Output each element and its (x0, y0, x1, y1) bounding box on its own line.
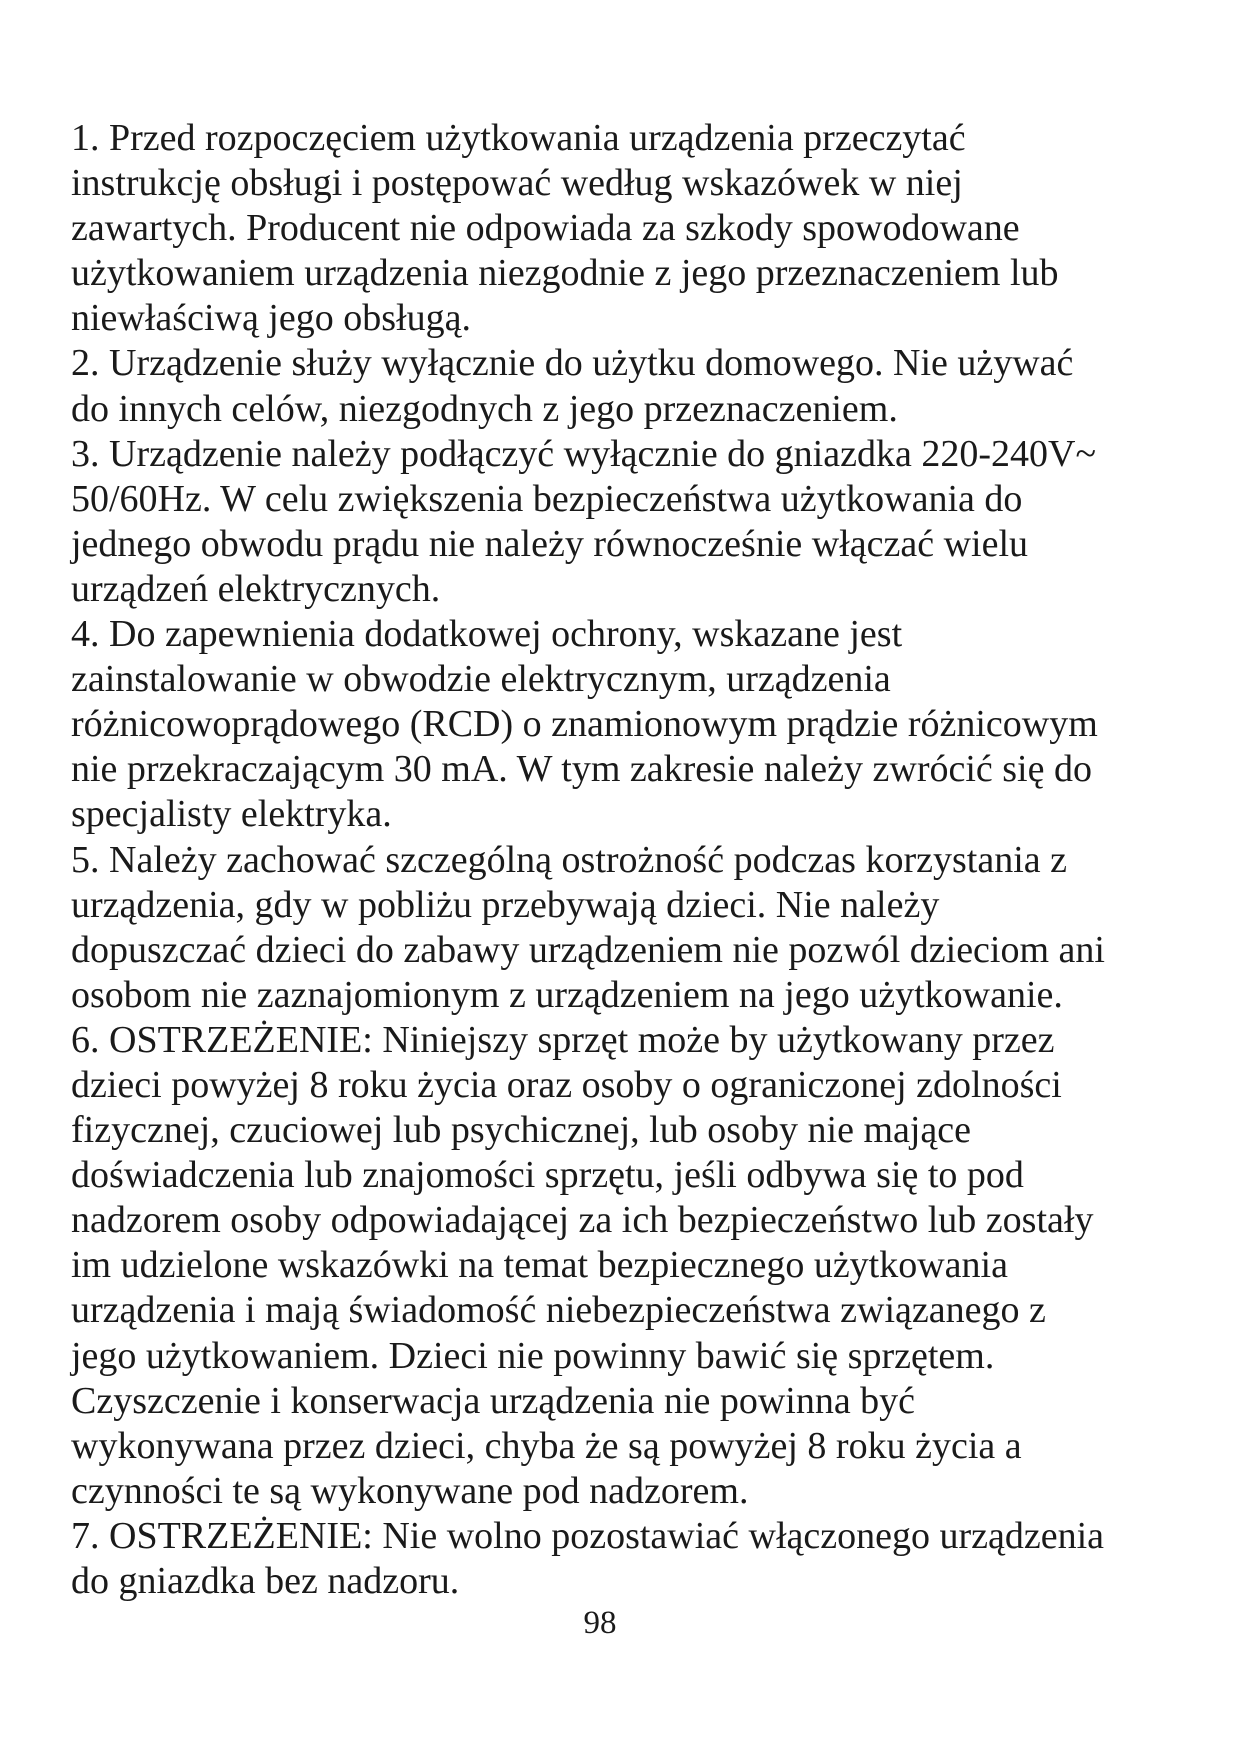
text-line: zawartych. Producent nie odpowiada za szkody spowodowane (71, 207, 1020, 250)
text-line: 6. OSTRZEŻENIE: Niniejszy sprzęt może by użytkowany przez (71, 1018, 1055, 1061)
text-line: użytkowaniem urządzenia niezgodnie z jego przeznaczeniem lub (71, 252, 1059, 295)
text-line: 7. OSTRZEŻENIE: Nie wolno pozostawiać włączonego urządzenia (71, 1514, 1105, 1557)
text-line: do gniazdka bez nadzoru. (71, 1560, 460, 1602)
text-line: niewłaściwą jego obsługą. (71, 297, 471, 340)
text-line: specjalisty elektryka. (71, 793, 392, 836)
text-line: dzieci powyżej 8 roku życia oraz osoby o ograniczonej zdolności (71, 1063, 1062, 1106)
text-line: zainstalowanie w obwodzie elektrycznym, urządzenia (71, 658, 891, 701)
text-line: 3. Urządzenie należy podłączyć wyłącznie do gniazdka 220-240V~ (71, 432, 1096, 475)
text-line: im udzielone wskazówki na temat bezpiecznego użytkowania (71, 1244, 1008, 1287)
text-line: jego użytkowaniem. Dzieci nie powinny bawić się sprzętem. (71, 1334, 995, 1377)
text-line: fizycznej, czuciowej lub psychicznej, lub osoby nie mające (71, 1109, 972, 1152)
text-line: doświadczenia lub znajomości sprzętu, jeśli odbywa się to pod (71, 1154, 1024, 1197)
text-line: urządzenia i mają świadomość niebezpieczeństwa związanego z (71, 1289, 1046, 1332)
text-line: dopuszczać dzieci do zabawy urządzeniem nie pozwól dzieciom ani (71, 928, 1105, 971)
text-line: czynności te są wykonywane pod nadzorem. (71, 1469, 749, 1512)
text-line: 2. Urządzenie służy wyłącznie do użytku domowego. Nie używać (71, 342, 1074, 385)
text-line: urządzenia, gdy w pobliżu przebywają dzieci. Nie należy (71, 883, 940, 926)
text-line: 1. Przed rozpoczęciem użytkowania urządzenia przeczytać (71, 117, 966, 159)
safety-instructions (71, 116, 1181, 1604)
page-number: 98 (583, 1605, 617, 1641)
text-line: osobom nie zaznajomionym z urządzeniem na jego użytkowanie. (71, 973, 1063, 1016)
text-line: 5. Należy zachować szczególną ostrożność podczas korzystania z (71, 838, 1067, 881)
text-line: instrukcję obsługi i postępować według wskazówek w niej (71, 162, 963, 205)
text-line: wykonywana przez dzieci, chyba że są powyżej 8 roku życia a (71, 1424, 1022, 1467)
text-line: różnicowoprądowego (RCD) o znamionowym prądzie różnicowym (71, 703, 1098, 746)
text-line: nadzorem osoby odpowiadającej za ich bezpieczeństwo lub zostały (71, 1199, 1094, 1242)
text-line: nie przekraczającym 30 mA. W tym zakresie należy zwrócić się do (71, 748, 1092, 791)
text-line: 4. Do zapewnienia dodatkowej ochrony, wskazane jest (71, 613, 903, 656)
text-line: jednego obwodu prądu nie należy równocześnie włączać wielu (71, 522, 1028, 565)
text-line: urządzeń elektrycznych. (71, 567, 441, 610)
text-line: do innych celów, niezgodnych z jego przeznaczeniem. (71, 387, 898, 430)
text-line: 50/60Hz. W celu zwiększenia bezpieczeństwa użytkowania do (71, 477, 1023, 520)
text-line: Czyszczenie i konserwacja urządzenia nie powinna być (71, 1379, 916, 1422)
